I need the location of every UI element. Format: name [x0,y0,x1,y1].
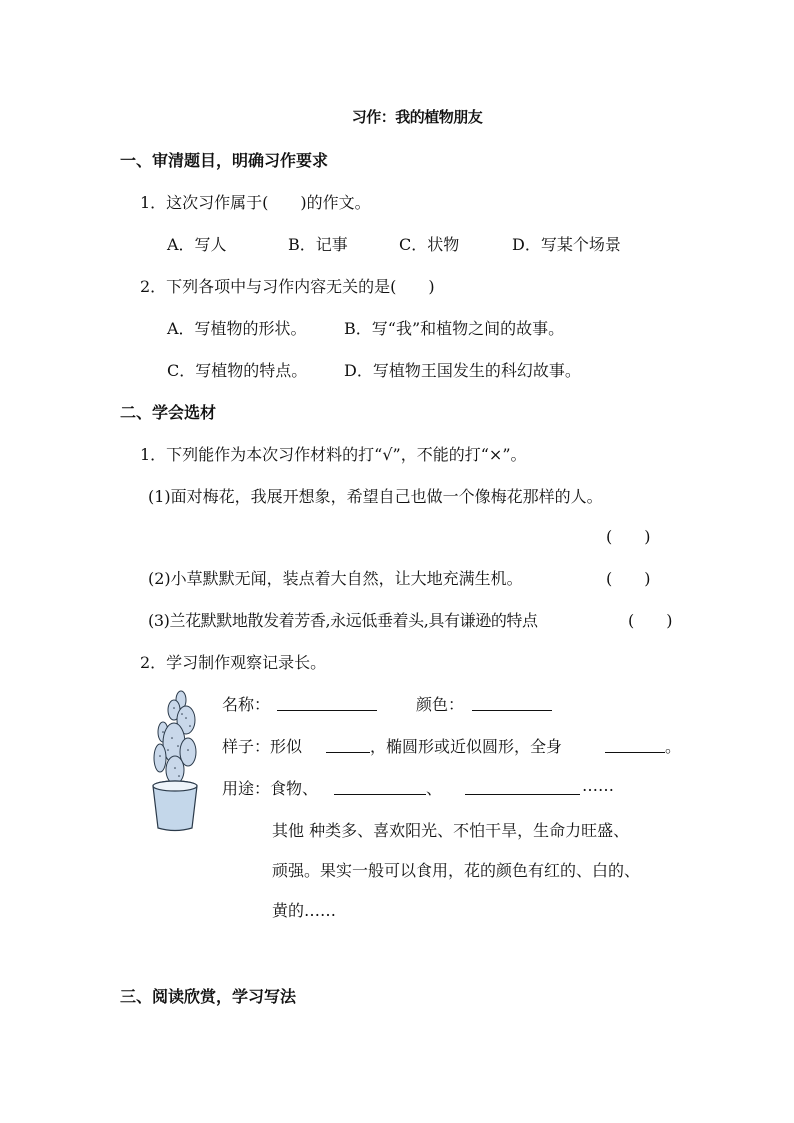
section3-heading: 三、阅读欣赏，学习写法 [120,987,297,1006]
s1-q2-option-d: D．写植物王国发生的科幻故事。 [344,361,581,380]
shape-field[interactable] [326,736,370,757]
color-label: 颜色： [416,695,465,714]
s1-q2-option-a: A．写植物的形状。 [167,319,307,338]
use-field-2[interactable] [465,778,580,799]
s2-q1-item-3-answer[interactable]: ( ) [628,611,673,630]
s2-q1-item-1: (1)面对梅花，我展开想象，希望自己也做一个像梅花那样的人。 [148,487,603,506]
s1-q1-option-b: B．记事 [288,235,348,254]
s1-q1-option-d: D．写某个场景 [512,235,621,254]
section2-heading: 二、学会选材 [120,403,217,422]
shape-mid-text: ，椭圆形或近似圆形，全身 [370,737,563,756]
body-field[interactable] [605,736,665,757]
s1-q2-option-c: C．写植物的特点。 [167,361,308,380]
page-title: 习作：我的植物朋友 [351,108,483,126]
name-label: 名称： [222,695,271,714]
s2-q1-item-3: (3)兰花默默地散发着芳香,永远低垂着头,具有谦逊的特点 [148,611,538,630]
other-line-2: 顽强。果实一般可以食用，花的颜色有红的、白的、 [272,861,641,880]
s2-q1-item-2-answer[interactable]: ( ) [606,569,651,588]
s1-q1-text: 1．这次习作属于( )的作文。 [140,193,371,212]
s1-q1-option-a: A．写人 [167,235,227,254]
s2-q1-item-2: (2)小草默默无闻，装点着大自然，让大地充满生机。 [148,569,523,588]
shape-label: 样子：形似 [222,737,303,756]
s1-q2-text: 2．下列各项中与习作内容无关的是( ) [140,277,435,296]
s1-q2-option-b: B．写“我”和植物之间的故事。 [344,319,565,338]
s2-q2-text: 2．学习制作观察记录长。 [140,653,327,672]
cactus-illustration [148,688,208,833]
other-line-1: 其他 种类多、喜欢阳光、不怕干旱，生命力旺盛、 [272,821,630,840]
use-field-1[interactable] [334,778,426,799]
s2-q1-item-1-answer[interactable]: ( ) [606,527,651,546]
s2-q1-text: 1．下列能作为本次习作材料的打“√”，不能的打“×”。 [140,445,527,464]
use-label: 用途：食物、 [222,779,319,798]
name-field[interactable] [277,694,377,715]
section1-heading: 一、审清题目，明确习作要求 [120,151,329,170]
shape-end: 。 [665,737,682,756]
color-field[interactable] [472,694,552,715]
s1-q1-option-c: C．状物 [399,235,460,254]
use-end: …… [582,776,614,795]
other-line-3: 黄的…… [272,901,337,920]
use-sep: 、 [426,779,443,798]
